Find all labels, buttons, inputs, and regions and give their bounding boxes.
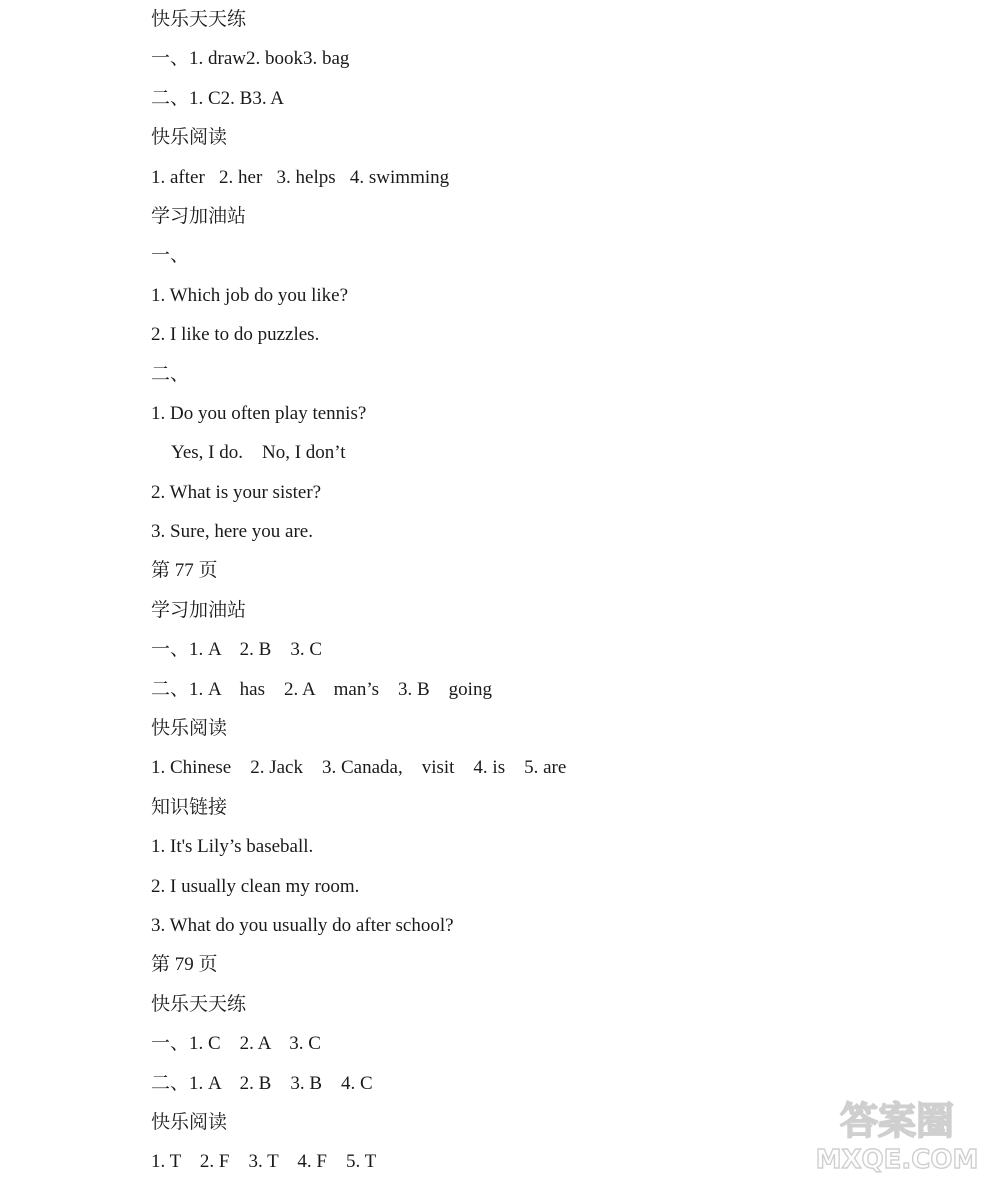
answer-line: 一、 xyxy=(151,245,190,267)
watermark-top-text: 答案圈 xyxy=(839,1099,955,1143)
section-heading: 快乐阅读 xyxy=(151,127,228,149)
section-heading: 学习加油站 xyxy=(151,205,247,227)
answer-line: 2. I usually clean my room. xyxy=(151,875,360,897)
answer-line: 一、1. A 2. B 3. C xyxy=(151,639,323,661)
answer-line: 一、1. C 2. A 3. C xyxy=(151,1033,321,1055)
answer-line: 2. I like to do puzzles. xyxy=(151,324,320,346)
section-heading: 快乐阅读 xyxy=(151,718,228,740)
section-heading: 快乐天天练 xyxy=(151,9,247,30)
answer-line: 1. T 2. F 3. T 4. F 5. T xyxy=(151,1151,377,1173)
section-heading: 学习加油站 xyxy=(151,599,247,621)
section-heading: 快乐阅读 xyxy=(151,1111,228,1133)
answer-line: 二、1. A 2. B 3. B 4. C xyxy=(151,1072,373,1094)
answer-line: 1. Which job do you like? xyxy=(151,284,349,306)
answer-document xyxy=(151,0,971,1182)
watermark-bottom-text: MXQE.COM xyxy=(815,1145,979,1174)
section-heading: 知识链接 xyxy=(151,796,228,818)
answer-line: 二、1. A has 2. A man’s 3. B going xyxy=(151,678,492,700)
answer-line: 二、 xyxy=(151,363,190,385)
answer-line: 1. Do you often play tennis? xyxy=(151,402,367,424)
watermark-logo xyxy=(812,1094,982,1174)
answer-line: 1. Chinese 2. Jack 3. Canada, visit 4. is 5. are xyxy=(151,757,567,779)
answer-line: 二、1. C2. B3. A xyxy=(151,87,285,109)
section-heading: 快乐天天练 xyxy=(151,993,247,1015)
answer-line: 一、1. draw2. book3. bag xyxy=(151,48,350,70)
answer-line: 3. Sure, here you are. xyxy=(151,521,313,543)
answer-line: 3. What do you usually do after school? xyxy=(151,914,454,936)
page-number-heading: 第 79 页 xyxy=(151,954,218,976)
answer-line: Yes, I do. No, I don’t xyxy=(171,442,346,464)
answer-line: 1. after 2. her 3. helps 4. swimming xyxy=(151,166,450,188)
page-number-heading: 第 77 页 xyxy=(151,560,218,582)
answer-line: 1. It's Lily’s baseball. xyxy=(151,836,314,858)
answer-line: 2. What is your sister? xyxy=(151,481,322,503)
